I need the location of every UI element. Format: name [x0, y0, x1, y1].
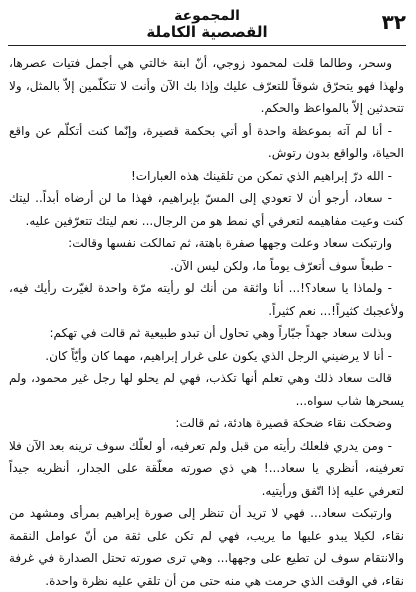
paragraph: وضحكت نقاء ضحكة قصيرة هادئة، ثم قالت:	[175, 416, 392, 430]
paragraph: وارتبكت سعاد... فهي لا تريد أن تنظر إلى صورة إبراهيم بمرأى ومشهد من نقاء، لكيلا يبدو عليها ما يريب، فهي لم تكن على ثقة من أنّ عوامل النقمة والانتقام سوف لن تطيع على وجهها... وهي ترى صورته تحتل الصدارة في غرفة نقاء، في الوقت الذي حرمت هي منه حتى من أن تلقي عليه نظرة واحدة.	[9, 506, 404, 588]
paragraph: - طبعاً سوف أتعرّف يوماً ما، ولكن ليس الآن.	[170, 258, 392, 273]
paragraph: - ومن يدري فلعلك رأيته من قبل ولم تعرفيه، أو لعلّك سوف ترينه بعد الآن فلا تعرفينه، أنظري يا سعاد...! هي ذي صورته معلّقة على الجدار، أنظريه جيداً لتعرفي عليه إذا اتّفق ورأيتيه.	[9, 438, 404, 498]
page-number: ٣٢	[381, 10, 406, 34]
header-rule	[8, 45, 406, 46]
running-title-line-2: القصصية الكاملة	[146, 23, 268, 41]
page-header	[8, 4, 406, 48]
paragraph: - الله درّ إبراهيم الذي تمكن من تلقينك هذه العبارات!	[131, 168, 392, 183]
paragraph: وبذلت سعاد جهداً جبّاراً وهي تحاول أن تبدو طبيعية ثم قالت في تهكم:	[49, 326, 392, 340]
page-body	[9, 52, 404, 592]
paragraph: - ولماذا يا سعاد؟!... أنا واثقة من أنك لو رأيته مرّة واحدة لغيّرت رأيك فيه، ولأعجبك كثيراً!... نعم كثيراً.	[9, 281, 404, 318]
paragraph: وسحر، وطالما قلت لمحمود زوجي، أنّ ابنة خالتي هي أجمل فتيات عصرها، ولهذا فهو يتحرّق شوقاً للتعرّف عليك وإذا بك الآن وأنت لا تتكلّمين إلاّ بالمثل، ولا تتحدثين إلاّ بالمواعظ والحكم.	[9, 56, 404, 115]
paragraph: - أنا لم آته بموعظة واحدة أو أتي بحكمة قصيرة، وإنّما كنت أتكلّم عن واقع الحياة، والواقع بدون رتوش.	[9, 123, 404, 160]
paragraph: وارتبكت سعاد وعلت وجهها صفرة باهتة، ثم تمالكت نفسها وقالت:	[68, 236, 392, 250]
running-title-line-1: المجموعة	[174, 8, 240, 24]
paragraph: - سعاد، أرجو أن لا تعودي إلى المسّ بإبراهيم، فهذا ما لن أرضاه أبداً.. ليتك كنت وعيت مفاهيمه لتعرفي أي نمط هو من الرجال... نعم ليتك تتعرّفين عليه.	[9, 191, 404, 228]
paragraph: قالت سعاد ذلك وهي تعلم أنها تكذب، فهي لم يحلو لها رجل غير محمود، ولم يسحرها شاب سواه...	[9, 371, 404, 408]
paragraph: - أنا لا يرضيني الرجل الذي يكون على غرار إبراهيم، مهما كان وأيّاً كان.	[45, 348, 392, 363]
running-title	[8, 8, 406, 40]
